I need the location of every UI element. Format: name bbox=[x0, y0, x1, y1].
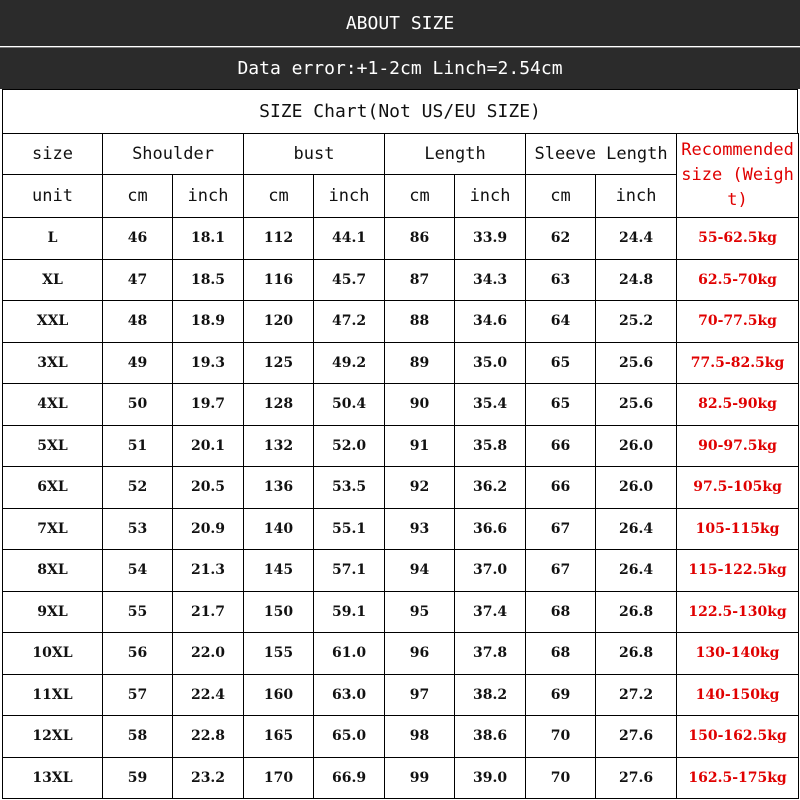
cell-length-cm: 87 bbox=[385, 259, 455, 301]
cell-weight: 150-162.5kg bbox=[677, 716, 799, 758]
cell-bust-in: 45.7 bbox=[314, 259, 385, 301]
cell-length-cm: 99 bbox=[385, 757, 455, 799]
cell-length-in: 35.0 bbox=[455, 342, 526, 384]
cell-length-cm: 96 bbox=[385, 633, 455, 675]
cell-bust-cm: 155 bbox=[244, 633, 314, 675]
cell-weight: 97.5-105kg bbox=[677, 467, 799, 509]
cell-bust-cm: 165 bbox=[244, 716, 314, 758]
cell-shoulder-cm: 46 bbox=[103, 218, 173, 260]
cell-bust-cm: 125 bbox=[244, 342, 314, 384]
cell-shoulder-cm: 55 bbox=[103, 591, 173, 633]
cell-length-in: 36.6 bbox=[455, 508, 526, 550]
cell-length-in: 38.6 bbox=[455, 716, 526, 758]
table-row bbox=[3, 259, 799, 301]
cell-sleeve-in: 25.2 bbox=[596, 301, 677, 343]
cell-sleeve-in: 27.6 bbox=[596, 757, 677, 799]
cell-bust-in: 65.0 bbox=[314, 716, 385, 758]
cell-shoulder-in: 20.9 bbox=[173, 508, 244, 550]
unit-cm: cm bbox=[103, 175, 173, 218]
table-row bbox=[3, 674, 799, 716]
table-row bbox=[3, 550, 799, 592]
cell-length-cm: 88 bbox=[385, 301, 455, 343]
cell-weight: 82.5-90kg bbox=[677, 384, 799, 426]
cell-shoulder-cm: 50 bbox=[103, 384, 173, 426]
cell-sleeve-in: 26.8 bbox=[596, 633, 677, 675]
cell-sleeve-cm: 68 bbox=[526, 591, 596, 633]
cell-sleeve-in: 27.6 bbox=[596, 716, 677, 758]
cell-bust-in: 61.0 bbox=[314, 633, 385, 675]
cell-size: XXL bbox=[3, 301, 103, 343]
cell-weight: 70-77.5kg bbox=[677, 301, 799, 343]
cell-bust-in: 47.2 bbox=[314, 301, 385, 343]
cell-length-cm: 86 bbox=[385, 218, 455, 260]
cell-bust-in: 50.4 bbox=[314, 384, 385, 426]
table-row bbox=[3, 342, 799, 384]
cell-sleeve-in: 25.6 bbox=[596, 384, 677, 426]
cell-length-in: 33.9 bbox=[455, 218, 526, 260]
cell-shoulder-cm: 58 bbox=[103, 716, 173, 758]
cell-sleeve-cm: 62 bbox=[526, 218, 596, 260]
cell-sleeve-in: 24.4 bbox=[596, 218, 677, 260]
cell-shoulder-in: 20.1 bbox=[173, 425, 244, 467]
unit-cm: cm bbox=[244, 175, 314, 218]
cell-weight: 115-122.5kg bbox=[677, 550, 799, 592]
cell-bust-cm: 145 bbox=[244, 550, 314, 592]
unit-cm: cm bbox=[385, 175, 455, 218]
cell-sleeve-cm: 66 bbox=[526, 467, 596, 509]
cell-length-cm: 98 bbox=[385, 716, 455, 758]
cell-shoulder-in: 18.9 bbox=[173, 301, 244, 343]
cell-weight: 140-150kg bbox=[677, 674, 799, 716]
cell-bust-cm: 160 bbox=[244, 674, 314, 716]
header-row-1 bbox=[3, 134, 799, 175]
cell-bust-cm: 150 bbox=[244, 591, 314, 633]
cell-sleeve-cm: 70 bbox=[526, 716, 596, 758]
cell-sleeve-in: 26.4 bbox=[596, 550, 677, 592]
cell-length-in: 36.2 bbox=[455, 467, 526, 509]
table-row bbox=[3, 508, 799, 550]
cell-size: 8XL bbox=[3, 550, 103, 592]
col-size: size bbox=[3, 134, 103, 175]
chart-title: SIZE Chart(Not US/EU SIZE) bbox=[2, 89, 798, 133]
table-row bbox=[3, 467, 799, 509]
cell-length-in: 37.8 bbox=[455, 633, 526, 675]
cell-bust-in: 44.1 bbox=[314, 218, 385, 260]
cell-bust-cm: 140 bbox=[244, 508, 314, 550]
cell-bust-cm: 170 bbox=[244, 757, 314, 799]
unit-inch: inch bbox=[455, 175, 526, 218]
cell-shoulder-cm: 49 bbox=[103, 342, 173, 384]
cell-size: L bbox=[3, 218, 103, 260]
cell-weight: 122.5-130kg bbox=[677, 591, 799, 633]
cell-sleeve-cm: 63 bbox=[526, 259, 596, 301]
cell-size: 6XL bbox=[3, 467, 103, 509]
cell-length-cm: 93 bbox=[385, 508, 455, 550]
cell-shoulder-cm: 53 bbox=[103, 508, 173, 550]
cell-length-in: 37.4 bbox=[455, 591, 526, 633]
cell-weight: 62.5-70kg bbox=[677, 259, 799, 301]
col-length: Length bbox=[385, 134, 526, 175]
cell-shoulder-cm: 57 bbox=[103, 674, 173, 716]
cell-size: 13XL bbox=[3, 757, 103, 799]
cell-length-cm: 89 bbox=[385, 342, 455, 384]
cell-size: 7XL bbox=[3, 508, 103, 550]
cell-shoulder-in: 23.2 bbox=[173, 757, 244, 799]
cell-sleeve-cm: 65 bbox=[526, 384, 596, 426]
col-unit: unit bbox=[3, 175, 103, 218]
cell-weight: 130-140kg bbox=[677, 633, 799, 675]
cell-sleeve-cm: 69 bbox=[526, 674, 596, 716]
unit-inch: inch bbox=[173, 175, 244, 218]
size-table bbox=[2, 133, 799, 799]
cell-length-cm: 91 bbox=[385, 425, 455, 467]
cell-size: XL bbox=[3, 259, 103, 301]
table-row bbox=[3, 384, 799, 426]
table-row bbox=[3, 633, 799, 675]
unit-cm: cm bbox=[526, 175, 596, 218]
cell-weight: 105-115kg bbox=[677, 508, 799, 550]
cell-size: 9XL bbox=[3, 591, 103, 633]
cell-sleeve-in: 26.4 bbox=[596, 508, 677, 550]
table-row bbox=[3, 716, 799, 758]
cell-bust-cm: 132 bbox=[244, 425, 314, 467]
cell-weight: 90-97.5kg bbox=[677, 425, 799, 467]
cell-sleeve-cm: 64 bbox=[526, 301, 596, 343]
cell-sleeve-cm: 70 bbox=[526, 757, 596, 799]
table-row bbox=[3, 425, 799, 467]
cell-bust-in: 49.2 bbox=[314, 342, 385, 384]
col-sleeve-length: Sleeve Length bbox=[526, 134, 677, 175]
data-error-note: Data error:+1-2cm Linch=2.54cm bbox=[0, 47, 800, 89]
cell-shoulder-in: 21.3 bbox=[173, 550, 244, 592]
cell-bust-in: 53.5 bbox=[314, 467, 385, 509]
cell-length-in: 39.0 bbox=[455, 757, 526, 799]
cell-length-in: 38.2 bbox=[455, 674, 526, 716]
cell-bust-cm: 128 bbox=[244, 384, 314, 426]
cell-shoulder-cm: 47 bbox=[103, 259, 173, 301]
cell-bust-in: 52.0 bbox=[314, 425, 385, 467]
cell-sleeve-in: 24.8 bbox=[596, 259, 677, 301]
cell-length-cm: 94 bbox=[385, 550, 455, 592]
cell-shoulder-in: 20.5 bbox=[173, 467, 244, 509]
cell-bust-in: 57.1 bbox=[314, 550, 385, 592]
cell-sleeve-in: 27.2 bbox=[596, 674, 677, 716]
cell-size: 4XL bbox=[3, 384, 103, 426]
cell-length-in: 34.6 bbox=[455, 301, 526, 343]
table-row bbox=[3, 757, 799, 799]
cell-shoulder-cm: 59 bbox=[103, 757, 173, 799]
cell-bust-in: 55.1 bbox=[314, 508, 385, 550]
cell-bust-in: 59.1 bbox=[314, 591, 385, 633]
cell-sleeve-in: 26.8 bbox=[596, 591, 677, 633]
cell-sleeve-cm: 67 bbox=[526, 508, 596, 550]
cell-shoulder-in: 19.3 bbox=[173, 342, 244, 384]
cell-shoulder-cm: 51 bbox=[103, 425, 173, 467]
cell-bust-cm: 112 bbox=[244, 218, 314, 260]
cell-bust-cm: 116 bbox=[244, 259, 314, 301]
cell-shoulder-in: 22.4 bbox=[173, 674, 244, 716]
cell-size: 3XL bbox=[3, 342, 103, 384]
cell-sleeve-in: 26.0 bbox=[596, 467, 677, 509]
unit-inch: inch bbox=[596, 175, 677, 218]
cell-bust-in: 66.9 bbox=[314, 757, 385, 799]
cell-size: 5XL bbox=[3, 425, 103, 467]
cell-shoulder-cm: 54 bbox=[103, 550, 173, 592]
cell-shoulder-in: 21.7 bbox=[173, 591, 244, 633]
cell-weight: 162.5-175kg bbox=[677, 757, 799, 799]
cell-sleeve-in: 25.6 bbox=[596, 342, 677, 384]
cell-sleeve-cm: 66 bbox=[526, 425, 596, 467]
cell-shoulder-in: 18.1 bbox=[173, 218, 244, 260]
cell-length-in: 37.0 bbox=[455, 550, 526, 592]
cell-shoulder-in: 19.7 bbox=[173, 384, 244, 426]
cell-size: 10XL bbox=[3, 633, 103, 675]
cell-shoulder-in: 18.5 bbox=[173, 259, 244, 301]
cell-sleeve-cm: 68 bbox=[526, 633, 596, 675]
cell-sleeve-cm: 65 bbox=[526, 342, 596, 384]
cell-sleeve-in: 26.0 bbox=[596, 425, 677, 467]
cell-bust-cm: 120 bbox=[244, 301, 314, 343]
cell-sleeve-cm: 67 bbox=[526, 550, 596, 592]
cell-bust-cm: 136 bbox=[244, 467, 314, 509]
cell-length-cm: 92 bbox=[385, 467, 455, 509]
cell-shoulder-cm: 52 bbox=[103, 467, 173, 509]
cell-length-in: 35.4 bbox=[455, 384, 526, 426]
col-bust: bust bbox=[244, 134, 385, 175]
cell-weight: 55-62.5kg bbox=[677, 218, 799, 260]
col-shoulder: Shoulder bbox=[103, 134, 244, 175]
table-row bbox=[3, 218, 799, 260]
cell-shoulder-cm: 56 bbox=[103, 633, 173, 675]
unit-inch: inch bbox=[314, 175, 385, 218]
cell-size: 11XL bbox=[3, 674, 103, 716]
cell-length-in: 34.3 bbox=[455, 259, 526, 301]
cell-length-cm: 95 bbox=[385, 591, 455, 633]
page-title: ABOUT SIZE bbox=[0, 0, 800, 46]
cell-shoulder-cm: 48 bbox=[103, 301, 173, 343]
cell-shoulder-in: 22.0 bbox=[173, 633, 244, 675]
cell-length-in: 35.8 bbox=[455, 425, 526, 467]
table-row bbox=[3, 591, 799, 633]
cell-size: 12XL bbox=[3, 716, 103, 758]
cell-bust-in: 63.0 bbox=[314, 674, 385, 716]
table-row bbox=[3, 301, 799, 343]
cell-length-cm: 90 bbox=[385, 384, 455, 426]
cell-weight: 77.5-82.5kg bbox=[677, 342, 799, 384]
col-recommended-size: Recommended size (Weight) bbox=[677, 134, 799, 218]
cell-shoulder-in: 22.8 bbox=[173, 716, 244, 758]
cell-length-cm: 97 bbox=[385, 674, 455, 716]
